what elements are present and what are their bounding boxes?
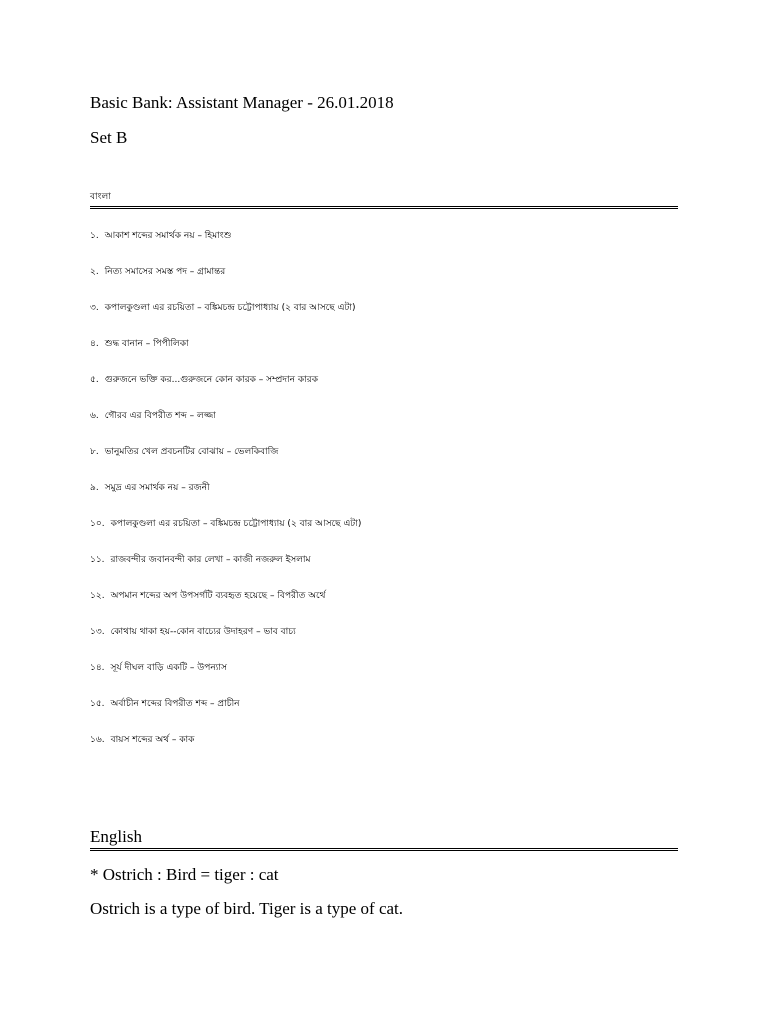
english-section-heading: English [90, 827, 142, 846]
question-item [90, 337, 678, 373]
question-item [90, 409, 678, 445]
question-number: ৬. [90, 411, 99, 421]
document-title: Basic Bank: Assistant Manager - 26.01.2018 [90, 93, 394, 112]
question-item [90, 553, 678, 589]
section-divider [90, 206, 678, 209]
bangla-question-list [90, 229, 678, 769]
question-number: ১২. [90, 591, 105, 601]
question-number: ১৬. [90, 735, 105, 745]
question-item [90, 733, 678, 769]
question-item [90, 517, 678, 553]
question-number: ২. [90, 267, 99, 277]
question-number: ৮. [90, 447, 99, 457]
question-number: ৩. [90, 303, 99, 313]
question-text: আকাশ শব্দের সমার্থক নয় – হিমাংশু [104, 231, 232, 241]
question-number: ১১. [90, 555, 105, 565]
english-explanation: Ostrich is a type of bird. Tiger is a type of cat. [90, 899, 404, 918]
question-text: শুদ্ধ বানান – পিপীলিকা [104, 339, 189, 349]
question-item [90, 301, 678, 337]
question-item [90, 445, 678, 481]
question-item [90, 481, 678, 517]
question-number: ৪. [90, 339, 99, 349]
question-number: ১৩. [90, 627, 105, 637]
question-item [90, 265, 678, 301]
question-item [90, 661, 678, 697]
question-number: ১. [90, 231, 99, 241]
question-number: ৫. [90, 375, 99, 385]
question-text: অপমান শব্দের অপ উপসর্গটি ব্যবহৃত হয়েছে – বিপরীত অর্থে [110, 591, 326, 601]
question-text: সূর্য দীঘল বাড়ি একটি – উপন্যাস [110, 663, 227, 673]
question-number: ১৪. [90, 663, 105, 673]
question-text: গৌরব এর বিপরীত শব্দ – লজ্জা [104, 411, 216, 421]
question-item [90, 229, 678, 265]
question-text: সমুদ্র এর সমার্থক নয় – রজনী [104, 483, 210, 493]
question-number: ১৫. [90, 699, 105, 709]
question-text: কপালকুণ্ডলা এর রচয়িতা – বঙ্কিমচন্দ্র চট্টোপাধ্যায় (২ বার আসছে এটা) [110, 519, 362, 529]
question-item [90, 373, 678, 409]
question-number: ৯. [90, 483, 99, 493]
set-label: Set B [90, 128, 128, 147]
question-text: ভানুমতির খেল প্রবচনটির বোঝায় – ভেলকিবাজি [104, 447, 279, 457]
question-number: ১০. [90, 519, 105, 529]
question-item [90, 589, 678, 625]
section-divider [90, 848, 678, 851]
question-text: কোথায় থাকা হয়--কোন বাচ্যের উদাহরণ – ভাব বাচ্য [110, 627, 296, 637]
english-question: * Ostrich : Bird = tiger : cat [90, 865, 279, 884]
question-item [90, 625, 678, 661]
question-text: বায়স শব্দের অর্থ – কাক [110, 735, 195, 745]
question-item [90, 697, 678, 733]
question-text: অর্বাচীন শব্দের বিপরীত শব্দ – প্রাচীন [110, 699, 240, 709]
question-text: নিত্য সমাসের সমস্ত পদ – গ্রামান্তর [104, 267, 226, 277]
question-text: রাজবন্দীর জবানবন্দী কার লেখা – কাজী নজরুল ইসলাম [110, 555, 311, 565]
question-text: গুরুজনে ভক্তি কর...গুরুজনে কোন কারক – সম্প্রদান কারক [104, 375, 319, 385]
question-text: কপালকুণ্ডলা এর রচয়িতা – বঙ্কিমচন্দ্র চট্টোপাধ্যায় (২ বার আসছে এটা) [104, 303, 356, 313]
bangla-section-heading: বাংলা [90, 192, 111, 202]
